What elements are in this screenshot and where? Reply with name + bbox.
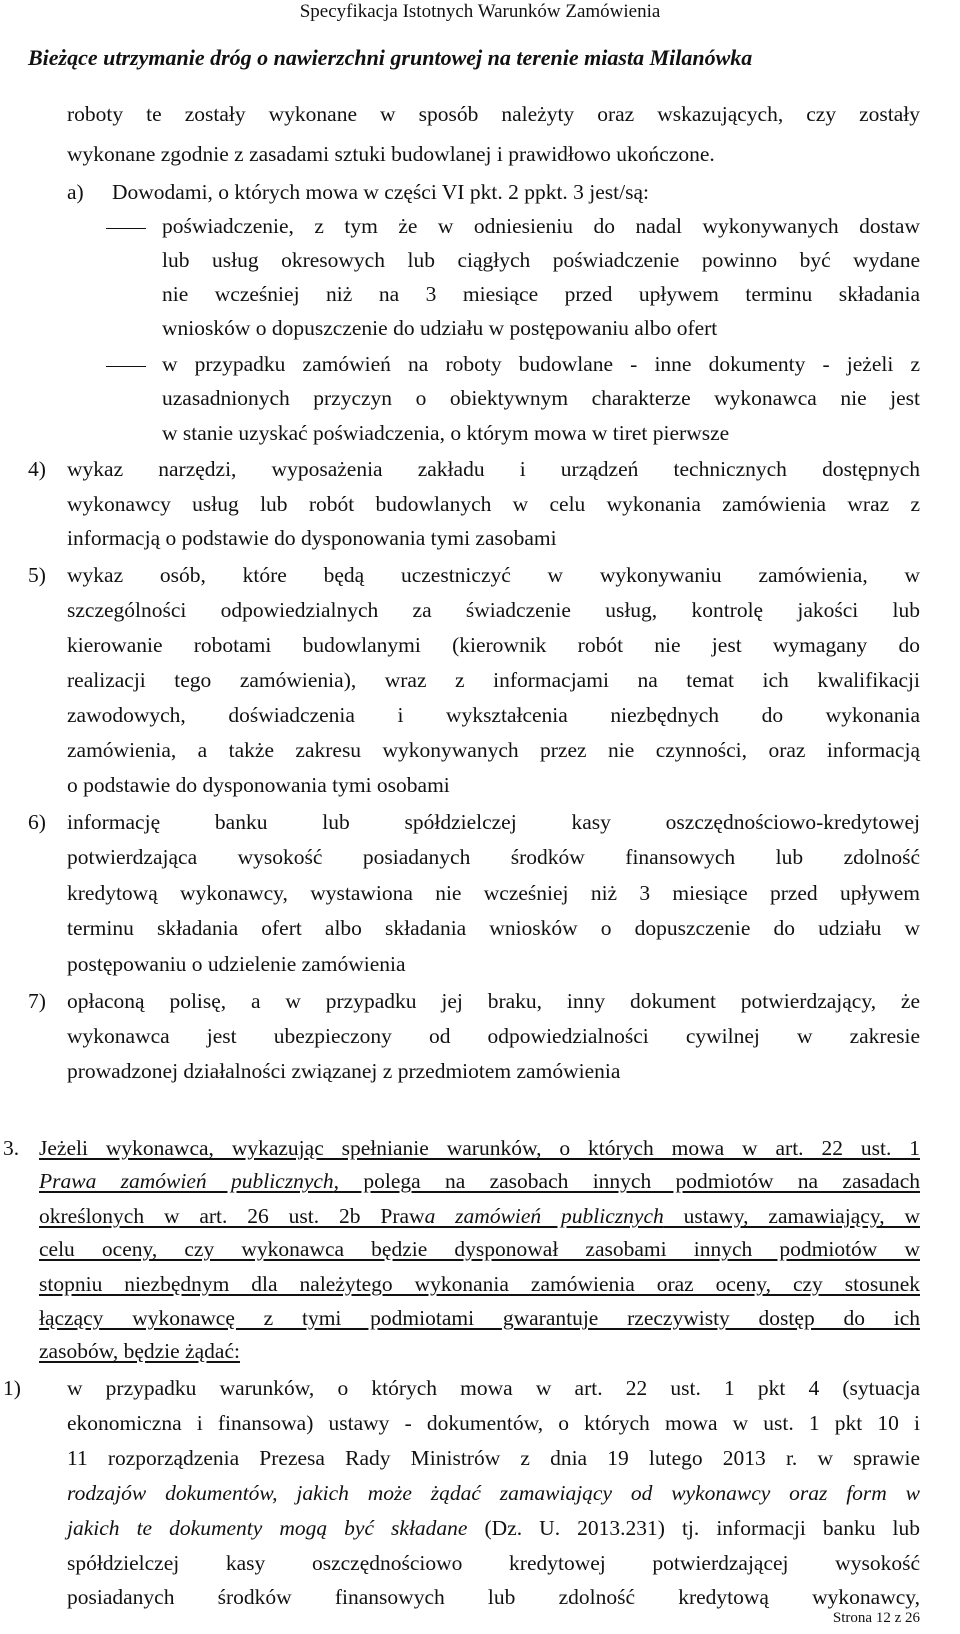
act-title-italic: Prawa zamówień publicznych: [39, 1169, 334, 1193]
section-line: stopniu niezbędnym dla należytego wykonania zamówienia oraz oceny, czy stosunek: [39, 1272, 920, 1296]
paragraph-line: wykonane zgodnie z zasadami sztuki budowlanej i prawidłowo ukończone.: [67, 142, 715, 166]
list-item-line: w przypadku warunków, o których mowa w art. 22 ust. 1 pkt 4 (sytuacja: [67, 1376, 920, 1400]
list-marker: 4): [28, 457, 46, 481]
dash-item-line: nie wcześniej niż na 3 miesiące przed upływem terminu składania: [162, 282, 920, 306]
list-item-line: [67, 1513, 920, 1543]
list-item-line: terminu składania ofert albo składania wniosków o dopuszczenie do udziału w: [67, 916, 920, 940]
dash-item-line: lub usług okresowych lub ciągłych poświadczenie powinno być wydane: [162, 248, 920, 272]
page-header-subtitle: Bieżące utrzymanie dróg o nawierzchni gruntowej na terenie miasta Milanówka: [28, 45, 753, 70]
list-item-line: spółdzielczej kasy oszczędnościowo kredytowej potwierdzającej wysokość: [67, 1551, 920, 1575]
dash-bullet: [106, 366, 146, 367]
section-line-text: , polega na zasobach innych podmiotów na zasadach: [333, 1169, 920, 1193]
act-title-italic: a zamówień publicznych: [424, 1204, 664, 1228]
section-line: zasobów, będzie żądać:: [39, 1339, 240, 1363]
list-item-text: (Dz. U. 2013.231) tj. informacji banku lub: [467, 1516, 920, 1540]
list-item-line: kierowanie robotami budowlanymi (kierownik robót nie jest wymagany do: [67, 633, 920, 657]
list-item-line: rodzajów dokumentów, jakich może żądać zamawiający od wykonawcy oraz form w: [67, 1481, 920, 1505]
list-item-line: kredytową wykonawcy, wystawiona nie wcześniej niż 3 miesiące przed upływem: [67, 881, 920, 905]
list-item-line: posiadanych środków finansowych lub zdolność kredytową wykonawcy,: [67, 1585, 920, 1609]
list-item-line: wykaz narzędzi, wyposażenia zakładu i urządzeń technicznych dostępnych: [67, 457, 920, 481]
list-marker: 6): [28, 810, 46, 834]
list-marker: a): [67, 180, 84, 204]
list-item-line: wykaz osób, które będą uczestniczyć w wykonywaniu zamówienia, w: [67, 563, 920, 587]
section-line: łączący wykonawcę z tymi podmiotami gwarantuje rzeczywisty dostęp do ich: [39, 1306, 920, 1330]
list-item-line: opłaconą polisę, a w przypadku jej braku, inny dokument potwierdzający, że: [67, 989, 920, 1013]
section-line-text: ustawy, zamawiający, w: [663, 1204, 920, 1228]
section-line: [39, 1166, 920, 1196]
list-item-line: potwierdzająca wysokość posiadanych środków finansowych lub zdolność: [67, 845, 920, 869]
list-marker: 1): [3, 1376, 21, 1400]
dash-bullet: [106, 228, 146, 229]
page-header-title: Specyfikacja Istotnych Warunków Zamówienia: [299, 1, 661, 22]
list-marker: 5): [28, 563, 46, 587]
section-number: 3.: [3, 1136, 20, 1160]
regulation-title-italic: jakich te dokumenty mogą być składane: [67, 1516, 468, 1540]
dash-item-line: wniosków o dopuszczenie do udziału w postępowaniu albo ofert: [162, 316, 718, 340]
list-item-line: informację banku lub spółdzielczej kasy oszczędnościowo-kredytowej: [67, 810, 920, 834]
section-line-text: określonych w art. 26 ust. 2b Praw: [39, 1204, 425, 1228]
list-item-line: informacją o podstawie do dysponowania tymi zasobami: [67, 526, 557, 550]
dash-item-line: uzasadnionych przyczyn o obiektywnym charakterze wykonawca nie jest: [162, 386, 920, 410]
section-line: [39, 1201, 920, 1231]
list-item-line: postępowaniu o udzielenie zamówienia: [67, 952, 406, 976]
list-item-line: prowadzonej działalności związanej z przedmiotem zamówienia: [67, 1059, 621, 1083]
list-item-text: Dowodami, o których mowa w części VI pkt. 2 ppkt. 3 jest/są:: [112, 180, 650, 204]
dash-item-line: w stanie uzyskać poświadczenia, o którym mowa w tiret pierwsze: [162, 421, 730, 445]
paragraph-line: roboty te zostały wykonane w sposób należyty oraz wskazujących, czy zostały: [67, 102, 920, 126]
list-item-line: zamówienia, a także zakresu wykonywanych przez nie czynności, oraz informacją: [67, 738, 920, 762]
list-item-line: o podstawie do dysponowania tymi osobami: [67, 773, 450, 797]
list-item-line: ekonomiczna i finansowa) ustawy - dokumentów, o których mowa w ust. 1 pkt 10 i: [67, 1411, 920, 1435]
section-line: celu oceny, czy wykonawca będzie dysponował zasobami innych podmiotów w: [39, 1237, 920, 1261]
dash-item-line: poświadczenie, z tym że w odniesieniu do nadal wykonywanych dostaw: [162, 214, 920, 238]
list-item-line: wykonawcy usług lub robót budowlanych w celu wykonania zamówienia wraz z: [67, 492, 920, 516]
list-item-line: zawodowych, doświadczenia i wykształcenia niezbędnych do wykonania: [67, 703, 920, 727]
list-item-line: 11 rozporządzenia Prezesa Rady Ministrów z dnia 19 lutego 2013 r. w sprawie: [67, 1446, 920, 1470]
list-item-line: wykonawca jest ubezpieczony od odpowiedzialności cywilnej w zakresie: [67, 1024, 920, 1048]
list-item-line: szczególności odpowiedzialnych za świadczenie usług, kontrolę jakości lub: [67, 598, 920, 622]
section-line: Jeżeli wykonawca, wykazując spełnianie warunków, o których mowa w art. 22 ust. 1: [39, 1136, 920, 1160]
dash-item-line: w przypadku zamówień na roboty budowlane - inne dokumenty - jeżeli z: [162, 352, 920, 376]
page-number: Strona 12 z 26: [832, 1610, 920, 1626]
list-marker: 7): [28, 989, 46, 1013]
list-item-line: realizacji tego zamówienia), wraz z informacjami na temat ich kwalifikacji: [67, 668, 920, 692]
